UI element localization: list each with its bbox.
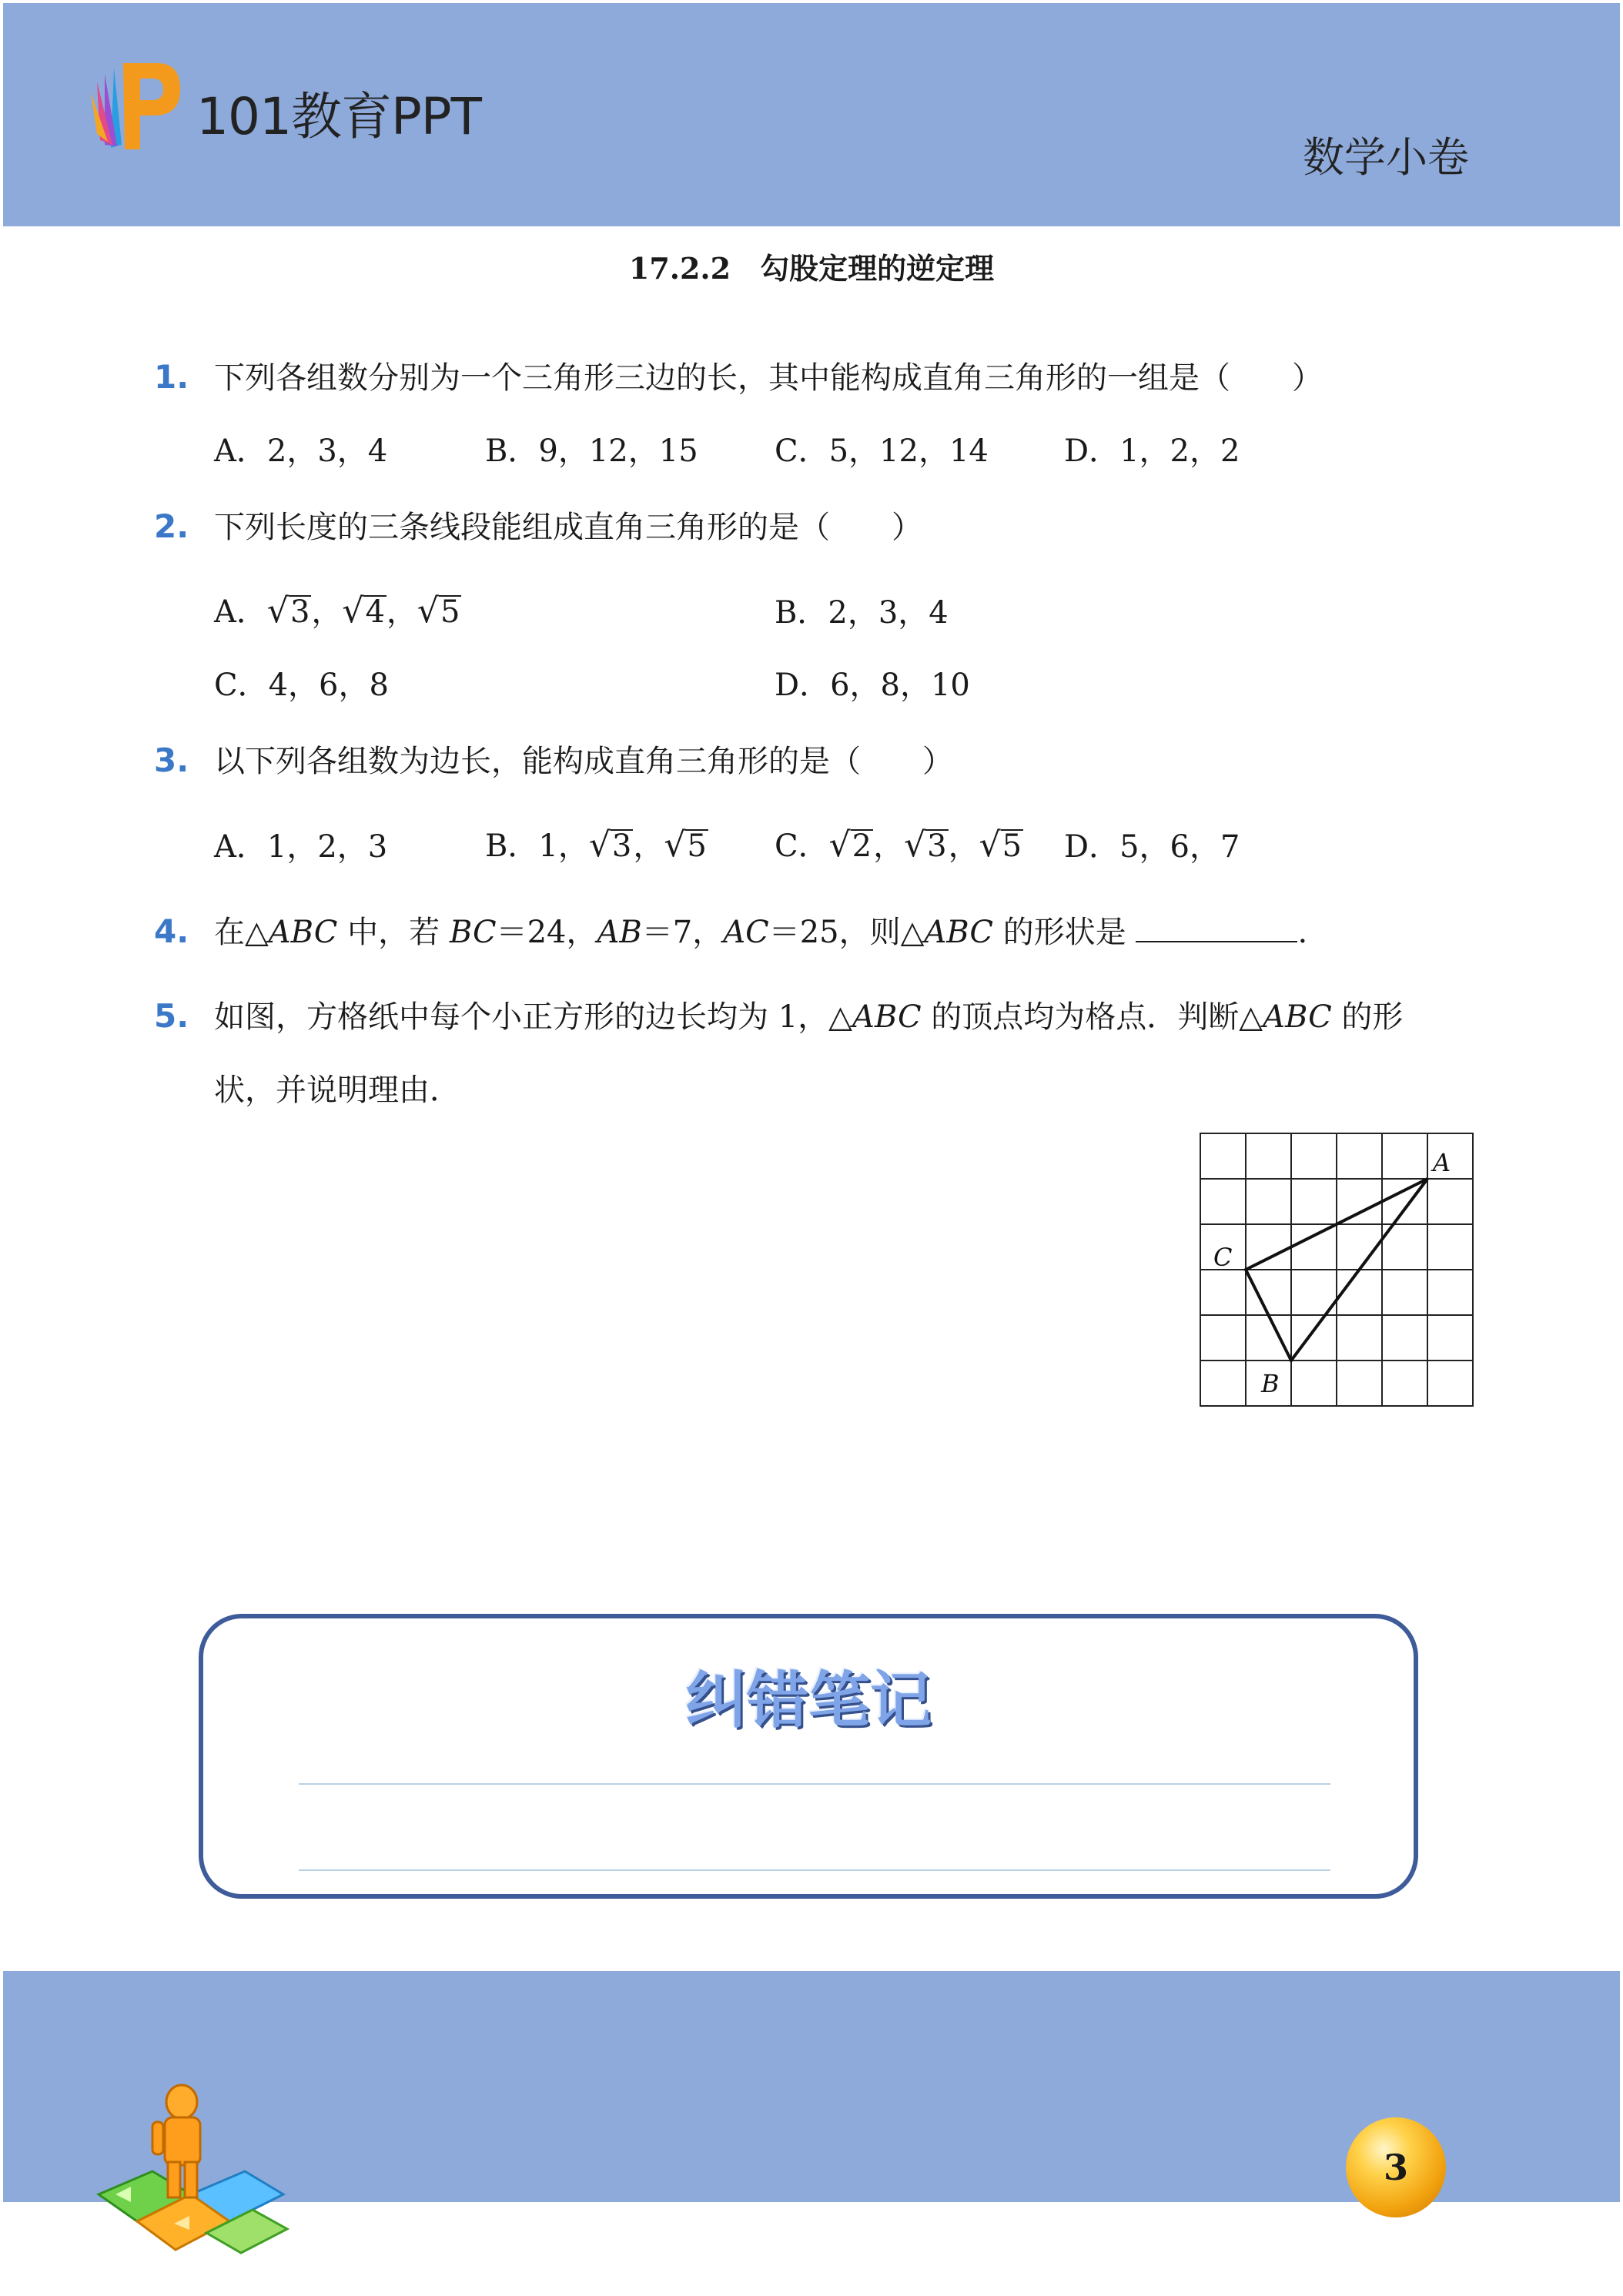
sqrt-sign: √ xyxy=(664,825,686,865)
option-label: B．1， xyxy=(485,828,589,864)
question-3 xyxy=(154,742,953,780)
triangle-name: ABC xyxy=(852,999,922,1035)
q3-option-a: A．1，2，3 xyxy=(214,829,388,865)
triangle-name: ABC xyxy=(1263,999,1332,1035)
radicand: 3 xyxy=(611,828,632,864)
logo-icon xyxy=(77,54,185,162)
question-text: 以下列各组数为边长，能构成直角三角形的是（ ） xyxy=(214,744,953,779)
q2-option-b: B．2，3，4 xyxy=(775,595,949,631)
q3-option-c: C．√2，√3，√5 xyxy=(775,825,1022,865)
question-4 xyxy=(154,913,1307,951)
text: 中，若 xyxy=(347,915,440,950)
radicand: 3 xyxy=(289,594,310,630)
page-number-badge: 3 xyxy=(1346,2117,1446,2217)
q1-option-d: D．1，2，2 xyxy=(1064,433,1240,469)
side-name: BC xyxy=(449,915,497,950)
vertex-label-b: B xyxy=(1261,1369,1280,1398)
question-text: 下列长度的三条线段能组成直角三角形的是（ ） xyxy=(214,510,922,545)
sqrt-sign: √ xyxy=(266,591,289,631)
triangle-name: ABC xyxy=(268,915,338,950)
error-notes-box xyxy=(199,1614,1418,1899)
text: . xyxy=(1297,915,1308,950)
radicand: 2 xyxy=(852,828,872,864)
side-name: AB xyxy=(597,915,642,950)
sqrt-sign: √ xyxy=(979,825,1001,865)
question-number: 2. xyxy=(154,507,189,545)
sqrt-sign: √ xyxy=(342,591,364,631)
q3-option-d: D．5，6，7 xyxy=(1064,829,1240,865)
text: ＝25，则△ xyxy=(768,915,925,950)
option-label: A． xyxy=(214,594,267,630)
radicand: 3 xyxy=(927,828,947,864)
question-number: 4. xyxy=(154,912,189,950)
question-number: 1. xyxy=(154,358,189,396)
answer-blank[interactable] xyxy=(1136,913,1297,942)
q1-option-a: A．2，3，4 xyxy=(214,433,388,469)
q3-option-b: B．1，√3，√5 xyxy=(485,825,707,865)
subject-label: 数学小卷 xyxy=(1303,133,1469,182)
question-number: 3. xyxy=(154,741,189,779)
grid-lines xyxy=(1200,1133,1473,1406)
vertex-label-c: C xyxy=(1213,1243,1233,1272)
radicand: 5 xyxy=(440,594,460,630)
q2-option-a: A．√3，√4，√5 xyxy=(214,591,460,631)
text: 在△ xyxy=(214,915,269,950)
q1-option-b: B．9，12，15 xyxy=(485,433,698,469)
note-line[interactable] xyxy=(299,1869,1330,1871)
option-label: C． xyxy=(775,828,829,864)
question-2 xyxy=(154,508,922,546)
question-number: 5. xyxy=(154,997,189,1035)
grid-triangle-figure xyxy=(1198,1130,1477,1417)
question-5-continued: 状，并说明理由． xyxy=(214,1073,460,1108)
radicand: 5 xyxy=(687,828,707,864)
text: 的顶点均为格点．判断△ xyxy=(931,999,1263,1035)
text: 如图，方格纸中每个小正方形的边长均为 1，△ xyxy=(214,999,852,1035)
sqrt-sign: √ xyxy=(588,825,611,865)
brand-name: 101教育PPT xyxy=(196,87,481,146)
q2-option-c: C．4，6，8 xyxy=(214,668,389,703)
sqrt-sign: √ xyxy=(417,591,439,631)
radicand: 4 xyxy=(365,594,385,630)
text: ＝24， xyxy=(496,915,597,950)
text: ＝7， xyxy=(641,915,724,950)
question-text: 下列各组数分别为一个三角形三边的长，其中能构成直角三角形的一组是（ ） xyxy=(214,360,1323,396)
text: 的形 xyxy=(1341,999,1404,1035)
mascot-icon xyxy=(91,2079,291,2256)
triangle-name: ABC xyxy=(924,915,994,950)
side-name: AC xyxy=(723,915,769,950)
note-line[interactable] xyxy=(299,1783,1330,1785)
page-title: 17.2.2 勾股定理的逆定理 xyxy=(628,251,995,286)
radicand: 5 xyxy=(1002,828,1022,864)
vertex-label-a: A xyxy=(1433,1148,1451,1177)
q2-option-d: D．6，8，10 xyxy=(775,668,970,703)
notes-title: 纠错笔记 xyxy=(685,1665,932,1736)
question-1 xyxy=(154,359,1323,397)
text: 的形状是 xyxy=(1002,915,1126,950)
question-5 xyxy=(154,998,1403,1036)
sqrt-sign: √ xyxy=(904,825,926,865)
q1-option-c: C．5，12，14 xyxy=(775,433,989,469)
sqrt-sign: √ xyxy=(828,825,851,865)
